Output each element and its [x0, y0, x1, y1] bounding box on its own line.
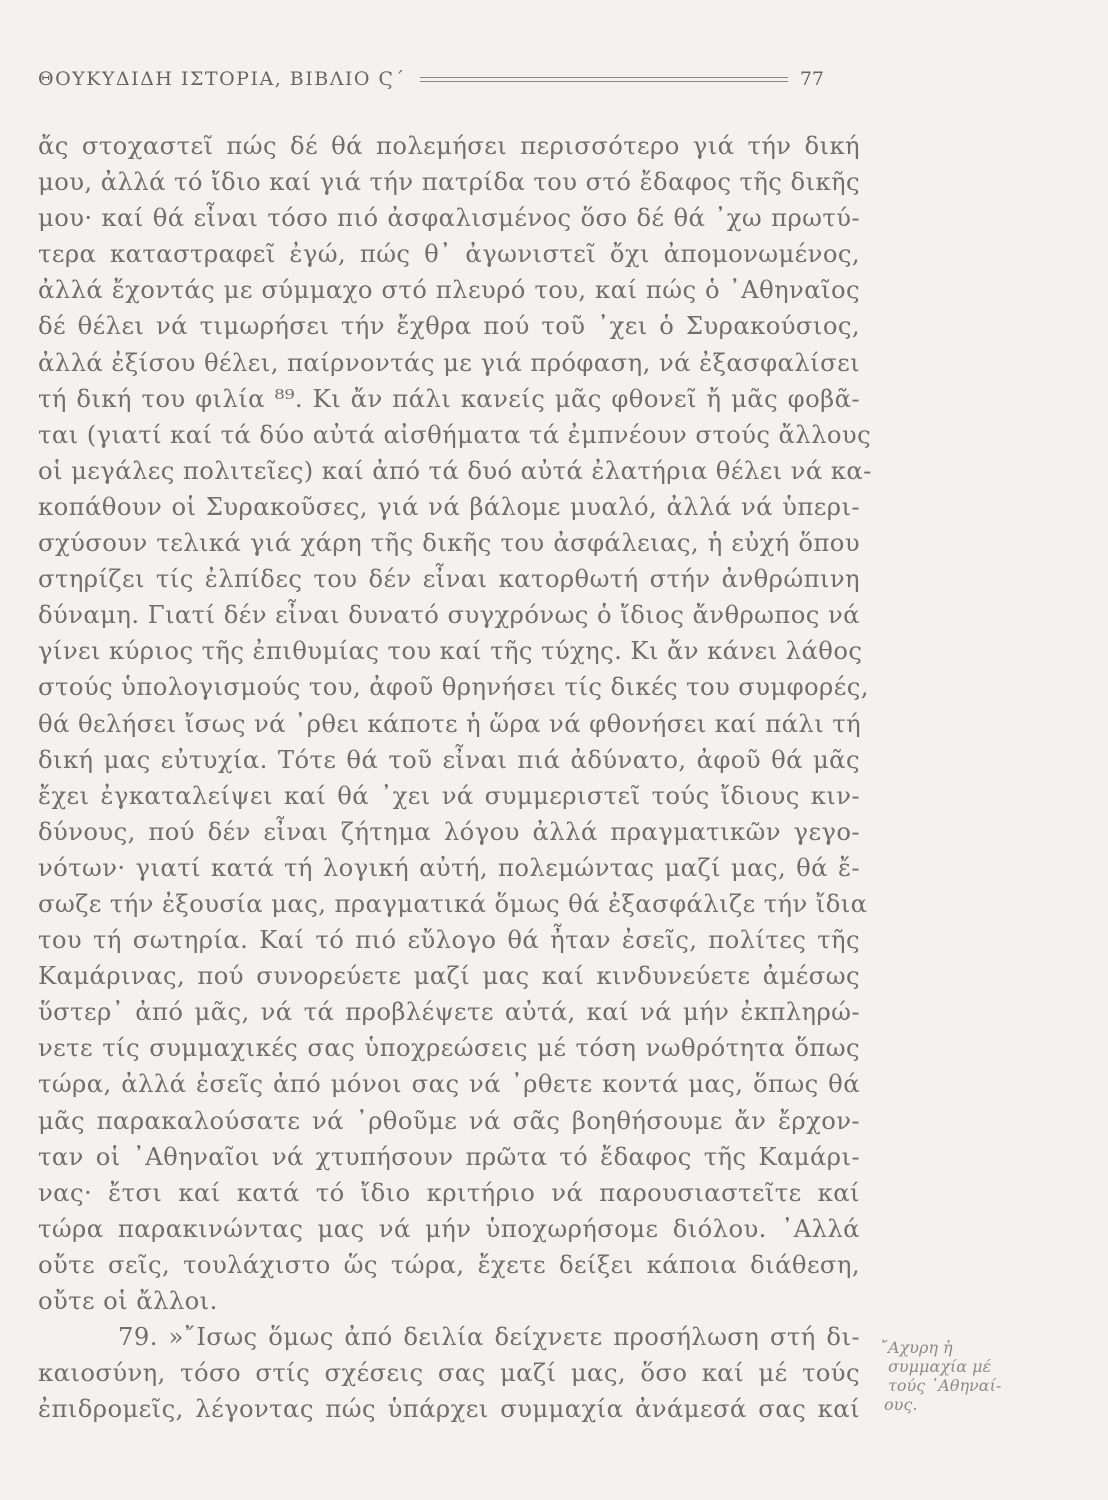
margin-note-line: συμμαχία μέ [888, 1357, 992, 1376]
text-line: δική μας εὐτυχία. Τότε θά τοῦ εἶναι πιά ἀδύνατο, ἀφοῦ θά μᾶς [38, 744, 860, 774]
text-line: Καμάρινας, πού συνορεύετε μαζί μας καί κινδυνεύετε ἀμέσως [38, 961, 860, 991]
text-line: μᾶς παρακαλούσατε νά ᾽ρθοῦμε νά σᾶς βοηθήσουμε ἄν ἔρχον- [38, 1105, 860, 1135]
section-79-start: 79. »῎Ισως ὅμως ἀπό δειλία δείχνετε προσήλωση στή δι- [118, 1322, 860, 1352]
text-line: ἀλλά ἐξίσου θέλει, παίρνοντάς με γιά πρόφαση, νά ἐξασφαλίσει [38, 347, 860, 377]
text-line: καιοσύνη, τόσο στίς σχέσεις σας μαζί μας, ὅσο καί μέ τούς [38, 1358, 860, 1388]
text-line: στηρίζει τίς ἐλπίδες του δέν εἶναι κατορθωτή στήν ἀνθρώπινη [38, 564, 860, 594]
text-line: δέ θέλει νά τιμωρήσει τήν ἔχθρα πού τοῦ ᾽χει ὁ Συρακούσιος, [38, 311, 860, 341]
header-rule [420, 77, 788, 82]
text-line: μου, ἀλλά τό ἴδιο καί γιά τήν πατρίδα του στό ἔδαφος τῆς δικῆς [38, 167, 860, 197]
text-line: μου· καί θά εἶναι τόσο πιό ἀσφαλισμένος ὅσο δέ θά ᾽χω πρωτύ- [38, 203, 860, 233]
text-line: τώρα, ἀλλά ἐσεῖς ἀπό μόνοι σας νά ᾽ρθετε κοντά μας, ὅπως θά [38, 1069, 860, 1099]
running-header [38, 64, 824, 94]
text-line: γίνει κύριος τῆς ἐπιθυμίας του καί τῆς τύχης. Κι ἄν κάνει λάθος [38, 636, 863, 666]
text-line: στούς ὑπολογισμούς του, ἀφοῦ θρηνήσει τίς δικές του συμφορές, [38, 672, 869, 702]
text-line: σχύσουν τελικά γιά χάρη τῆς δικῆς του ἀσφάλειας, ἡ εὐχή ὅπου [38, 528, 860, 558]
text-line: τερα καταστραφεῖ ἐγώ, πώς θ᾽ ἀγωνιστεῖ ὄχι ἀπομονωμένος, [38, 239, 860, 269]
header-title: ΘΟΥΚΥΔΙΔΗ ΙΣΤΟΡΙΑ, ΒΙΒΛΙΟ Ϛ΄ [38, 68, 406, 90]
text-line: τή δική του φιλία ⁸⁹. Κι ἄν πάλι κανείς μᾶς φθονεῖ ἤ μᾶς φοβᾶ- [38, 383, 860, 413]
text-line: δύνους, πού δέν εἶναι ζήτημα λόγου ἀλλά πραγματικῶν γεγο- [38, 816, 860, 846]
text-line: τώρα παρακινώντας μας νά μήν ὑποχωρήσομε διόλου. ᾽Αλλά [38, 1213, 860, 1243]
margin-note-line: ους. [884, 1395, 918, 1414]
text-line: νότων· γιατί κατά τή λογική αὐτή, πολεμώντας μαζί μας, θά ἔ- [38, 852, 860, 882]
text-line: ὕστερ᾽ ἀπό μᾶς, νά τά προβλέψετε αὐτά, καί νά μήν ἐκπληρώ- [38, 997, 860, 1027]
text-line: ταν οἱ ᾽Αθηναῖοι νά χτυπήσουν πρῶτα τό ἔδαφος τῆς Καμάρι- [38, 1141, 860, 1171]
text-line: οἱ μεγάλες πολιτεῖες) καί ἀπό τά δυό αὐτά ἐλατήρια θέλει νά κα- [38, 455, 872, 485]
body-text [38, 128, 872, 1427]
margin-note [880, 1338, 1000, 1414]
text-line: θά θελήσει ἴσως νά ᾽ρθει κάποτε ἡ ὥρα νά φθονήσει καί πάλι τή [38, 708, 862, 738]
margin-note-line: τούς ᾽Αθηναί- [888, 1376, 1002, 1395]
text-line: ἐπιδρομεῖς, λέγοντας πώς ὑπάρχει συμμαχία ἀνάμεσά σας καί [38, 1394, 860, 1424]
text-line: νετε τίς συμμαχικές σας ὑποχρεώσεις μέ τόση νωθρότητα ὅπως [38, 1033, 860, 1063]
text-line: δύναμη. Γιατί δέν εἶναι δυνατό συγχρόνως ὁ ἴδιος ἄνθρωπος νά [38, 600, 860, 630]
text-line: ἔχει ἐγκαταλείψει καί θά ᾽χει νά συμμεριστεῖ τούς ἴδιους κιν- [38, 780, 860, 810]
text-line: ἀλλά ἔχοντάς με σύμμαχο στό πλευρό του, καί πώς ὁ ᾽Αθηναῖος [38, 275, 860, 305]
text-line: ἄς στοχαστεῖ πώς δέ θά πολεμήσει περισσότερο γιά τήν δική [38, 131, 860, 160]
text-line: οὔτε οἱ ἄλλοι. [38, 1286, 218, 1315]
page-number: 77 [799, 68, 824, 90]
text-line: νας· ἔτσι καί κατά τό ἴδιο κριτήριο νά παρουσιαστεῖτε καί [38, 1177, 860, 1207]
text-line: κοπάθουν οἱ Συρακοῦσες, γιά νά βάλομε μυαλό, ἀλλά νά ὑπερι- [38, 491, 860, 521]
text-line: οὔτε σεῖς, τουλάχιστο ὥς τώρα, ἔχετε δείξει κάποια διάθεση, [38, 1249, 860, 1279]
margin-note-line: ῎Αχυρη ἡ [880, 1338, 953, 1357]
text-line: ται (γιατί καί τά δύο αὐτά αἰσθήματα τά ἐμπνέουν στούς ἄλλους [38, 419, 872, 449]
text-line: σωζε τήν ἐξουσία μας, πραγματικά ὅμως θά ἐξασφάλιζε τήν ἴδια [38, 888, 868, 918]
text-line: του τή σωτηρία. Καί τό πιό εὔλογο θά ἦταν ἐσεῖς, πολίτες τῆς [38, 925, 860, 955]
